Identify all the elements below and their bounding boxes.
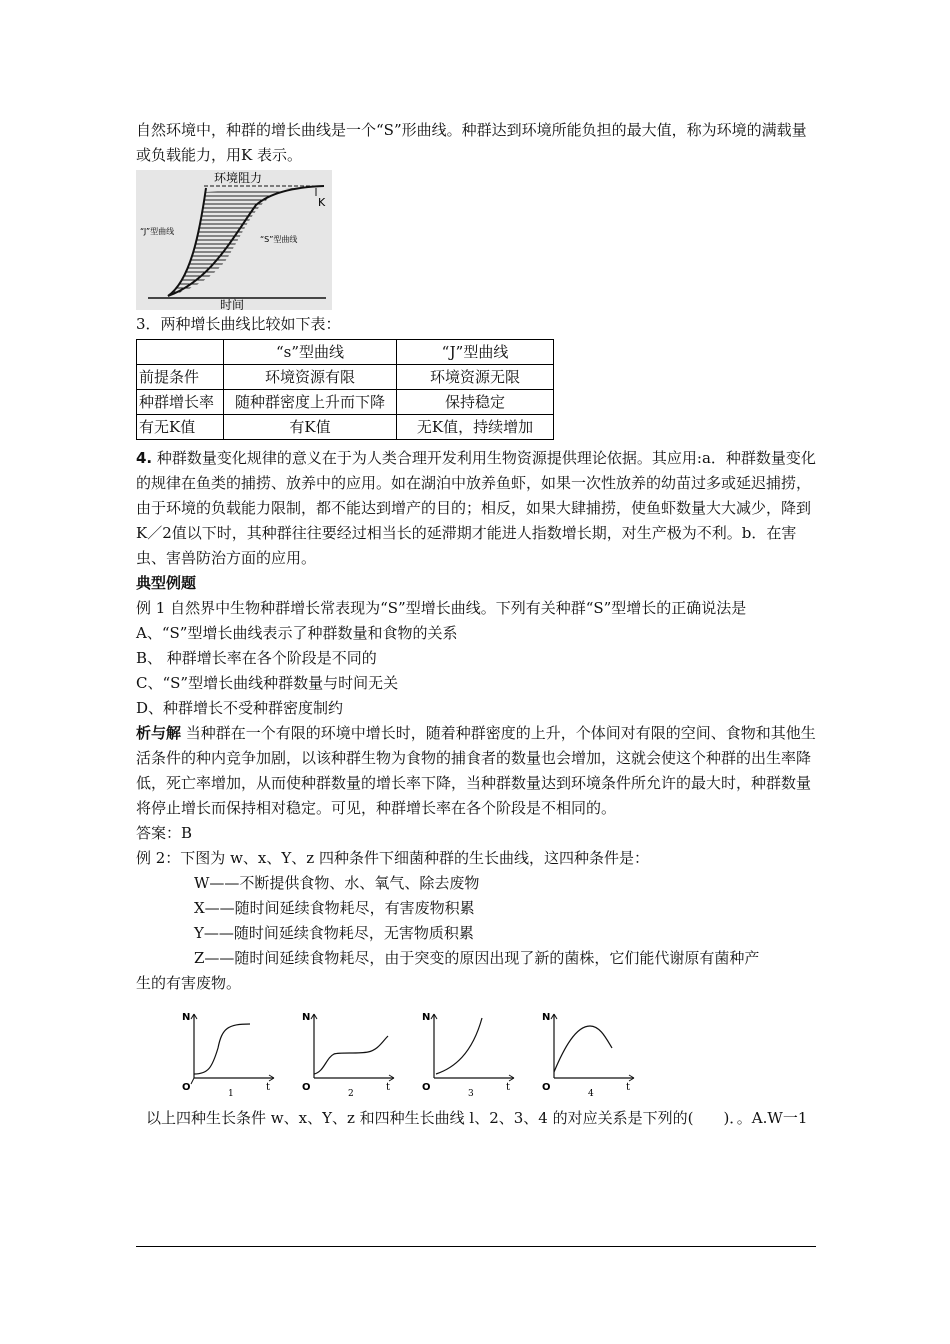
table-cell: 无K值，持续增加 — [397, 415, 554, 440]
table-cell: 有K值 — [224, 415, 397, 440]
table-cell: 种群增长率 — [137, 390, 224, 415]
example1-answer: 答案：B — [136, 824, 193, 842]
table-header-cell: “J”型曲线 — [397, 340, 554, 365]
table-cell: 有无K值 — [137, 415, 224, 440]
table-header-row — [137, 340, 554, 365]
point4-paragraph — [136, 446, 816, 571]
j-curve-label: “J”型曲线 — [140, 227, 175, 236]
environment-resistance-label: 环境阻力 — [214, 171, 263, 185]
example1-question: 例 1 自然界中生物种群增长常表现为“S”型增长曲线。下列有关种群“S”型增长的正确说法是 — [136, 599, 747, 617]
example1-option-c: C、“S”型增长曲线种群数量与时间无关 — [136, 674, 399, 692]
graph-x-label: t — [386, 1082, 391, 1093]
k-label: K — [318, 196, 326, 209]
condition-y: Y——随时间延续食物耗尽，无害物质积累 — [194, 924, 474, 942]
table-header-cell — [137, 340, 224, 365]
example1-option-b: B、 种群增长率在各个阶段是不同的 — [136, 649, 377, 667]
intro-paragraph: 自然环境中，种群的增长曲线是一个“S”形曲线。种群达到环境所能负担的最大值，称为环境的满载量或负载能力，用K 表示。 — [136, 121, 807, 164]
condition-x: X——随时间延续食物耗尽，有害废物积累 — [194, 899, 475, 917]
document-page — [136, 118, 816, 1131]
growth-curve-svg — [136, 170, 332, 310]
condition-w: W——不断提供食物、水、氧气、除去废物 — [194, 874, 480, 892]
footer-divider — [136, 1246, 816, 1247]
analysis-text: 当种群在一个有限的环境中增长时，随着种群密度的上升，个体间对有限的空间、食物和其他生活条件的种内竞争加剧，以该种群生物为食物的捕食者的数量也会增加，这就会使这个种群的出生率降低，死亡率增加，从而使种群数量的增长率下降，当种群数量达到环境条件所允许的最大时，种群数量将停止增长而保持相对稳定。可见，种群增长率在各个阶段是不相同的。 — [136, 724, 816, 817]
table-cell: 环境资源有限 — [224, 365, 397, 390]
graph-y-label: N — [302, 1012, 311, 1023]
table-row — [137, 415, 554, 440]
s-curve-label: “S”型曲线 — [260, 235, 298, 244]
comparison-table — [136, 339, 554, 440]
graph-y-label: N — [542, 1012, 551, 1023]
growth-graph-1 — [180, 1008, 278, 1098]
point4-number: 4. — [136, 449, 153, 467]
graph-x-label: t — [626, 1082, 631, 1093]
graph-x-label: t — [266, 1082, 271, 1093]
example1-analysis — [136, 721, 816, 821]
graph-origin-label: O — [542, 1082, 551, 1093]
growth-graph-4 — [540, 1008, 638, 1098]
graph-origin-label: O — [422, 1082, 431, 1093]
table-cell: 环境资源无限 — [397, 365, 554, 390]
graph-y-label: N — [422, 1012, 431, 1023]
example1-option-d: D、种群增长不受种群密度制约 — [136, 699, 344, 717]
table-cell: 随种群密度上升而下降 — [224, 390, 397, 415]
table-row — [137, 390, 554, 415]
growth-graph-2 — [300, 1008, 398, 1098]
graph-number-label: 4 — [588, 1089, 594, 1098]
example2-final: 以上四种生长条件 w、x、Y、z 和四种生长曲线 l、2、3、4 的对应关系是下列的( )．。A.W一1 — [146, 1109, 808, 1127]
table-row — [137, 365, 554, 390]
graph-origin-label: O — [302, 1082, 311, 1093]
graph-x-label: t — [506, 1082, 511, 1093]
growth-graphs — [180, 1008, 816, 1098]
table-cell: 保持稳定 — [397, 390, 554, 415]
section-title: 典型例题 — [136, 574, 197, 592]
analysis-label: 析与解 — [136, 724, 182, 742]
table-intro: 3．两种增长曲线比较如下表： — [136, 315, 341, 333]
growth-curve-figure — [136, 170, 332, 310]
graph-origin-label: O — [182, 1082, 191, 1093]
table-header-cell: “s”型曲线 — [224, 340, 397, 365]
example2-question: 例 2：下图为 w、x、Y、z 四种条件下细菌种群的生长曲线，这四种条件是： — [136, 849, 649, 867]
condition-z-continued: 生的有害废物。 — [136, 974, 242, 992]
example1-option-a: A、“S”型增长曲线表示了种群数量和食物的关系 — [136, 624, 458, 642]
graph-y-label: N — [182, 1012, 191, 1023]
graph-number-label: 1 — [228, 1089, 234, 1098]
graph-number-label: 2 — [348, 1089, 354, 1098]
graph-number-label: 3 — [468, 1089, 474, 1098]
table-cell: 前提条件 — [137, 365, 224, 390]
growth-graph-3 — [420, 1008, 518, 1098]
point4-text: 种群数量变化规律的意义在于为人类合理开发利用生物资源提供理论依据。其应用:a．种群数量变化的规律在鱼类的捕捞、放养中的应用。如在湖泊中放养鱼虾，如果一次性放养的幼苗过多或延迟捕捞，由于环境的负载能力限制，都不能达到增产的目的；相反，如果大肆捕捞，使鱼虾数量大大减少，降到K／2值以下时，其种群往往要经过相当长的延滞期才能进人指数增长期，对生产极为不利。b．在害虫、害兽防治方面的应用。 — [136, 449, 816, 567]
condition-z: Z——随时间延续食物耗尽，由于突变的原因出现了新的菌株，它们能代谢原有菌种产 — [194, 949, 760, 967]
time-axis-label: 时间 — [220, 298, 245, 310]
